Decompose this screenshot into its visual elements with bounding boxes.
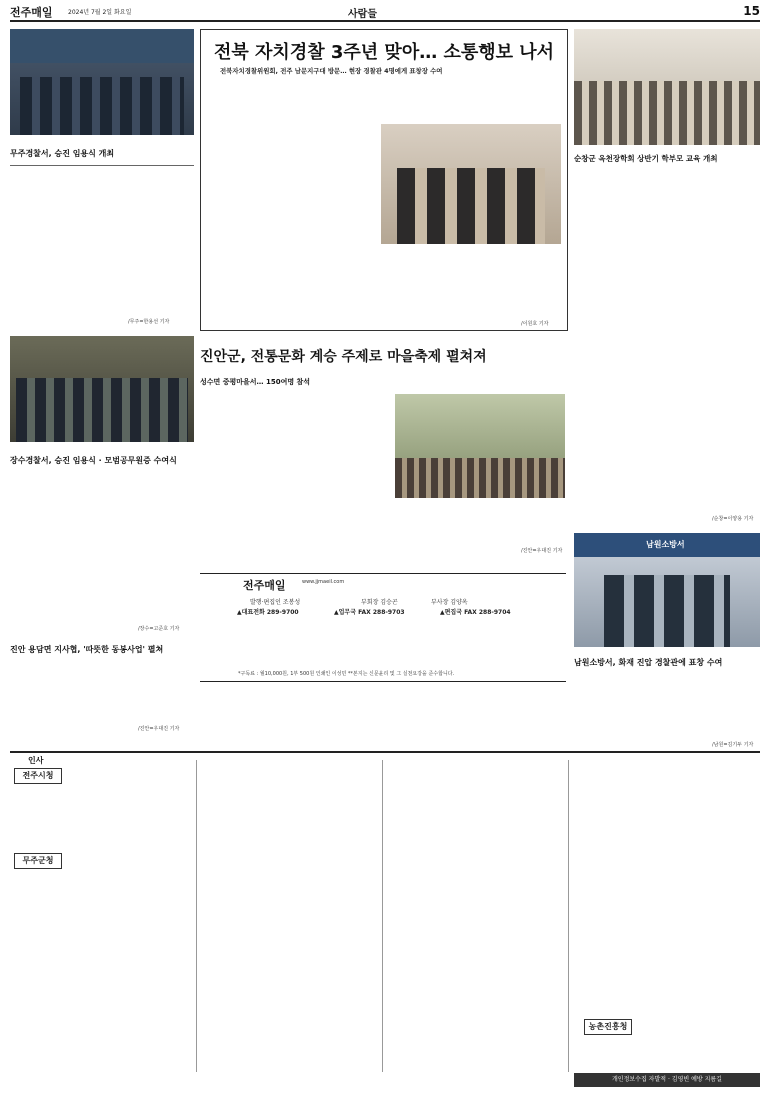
banner-paper-name: 전주매일 — [243, 579, 286, 592]
issue-date: 2024년 7월 2일 화요일 — [68, 9, 132, 16]
banner-top-rule — [200, 573, 566, 574]
main-story-title: 전북 자치경찰 3주년 맞아… 소통행보 나서 — [214, 42, 555, 63]
section-name: 사람들 — [348, 9, 377, 20]
org-tag-muju: 무주군청 — [14, 853, 62, 869]
photo-jangsu-ceremony — [10, 336, 194, 442]
banner-director: 부사장 김양옥 — [431, 599, 468, 606]
personnel-rule — [10, 751, 760, 753]
masthead — [10, 4, 760, 20]
story-left1-body — [10, 162, 194, 310]
paper-name: 전주매일 — [10, 6, 53, 19]
banner-editor: 부회장 김승곤 — [361, 599, 398, 606]
story-right1-byline: /순창=이양용 기자 — [712, 516, 754, 522]
story-right2-title: 남원소방서, 화재 진압 경찰관에 표창 수여 — [574, 658, 723, 667]
banner-publisher: 발행·편집인 조봉성 — [250, 599, 301, 606]
org-tag-jeonju: 전주시청 — [14, 768, 62, 784]
photo-sunchang-education — [574, 29, 760, 145]
story-right2-byline: /남원=김기두 기자 — [712, 742, 754, 748]
namwon-sign-text: 남원소방서 — [646, 540, 685, 549]
story-left3-byline: /진안=우대진 기자 — [138, 726, 180, 732]
main-story-subtitle: 전북자치경찰위원회, 전주 남문지구대 방문… 현장 경찰관 4명에게 표창장 수여 — [220, 67, 443, 75]
story-left3-title: 진안 용담면 지사협, '따뜻한 동봉사업' 펼쳐 — [10, 645, 164, 654]
photo-main-story — [381, 124, 561, 244]
personnel-heading: 인사 — [28, 756, 44, 765]
page-number: 15 — [743, 4, 760, 18]
photo-muju-ceremony — [10, 29, 194, 135]
story-center-byline: /진안=우대진 기자 — [521, 548, 563, 554]
photo-namwon-award — [574, 533, 760, 647]
banner-rep: ▲대표전화 289-9700 — [237, 609, 299, 616]
personnel-divider-1 — [196, 760, 197, 1072]
org-tag-rda: 농촌진흥청 — [584, 1019, 632, 1035]
story-left1-title: 무주경찰서, 승진 임용식 개최 — [10, 149, 115, 158]
story-center-subtitle: 성수면 중평마을서… 150여명 참석 — [200, 378, 311, 386]
banner-fax2: ▲편집국 FAX 288-9704 — [440, 609, 511, 616]
photo-village-festival — [395, 394, 565, 498]
main-story-byline: /이원호 기자 — [521, 321, 549, 327]
masthead-rule — [10, 20, 760, 22]
story-right1-title: 순창군 옥천장학회 상반기 학부모 교육 개최 — [574, 154, 718, 163]
banner-site: www.jjmaeil.com — [302, 579, 345, 585]
personnel-footer: 개인정보수집 자발적 · 김영빈 예방 지름길 — [574, 1073, 760, 1087]
personnel-divider-3 — [568, 760, 569, 1072]
personnel-divider-2 — [382, 760, 383, 1072]
story-left2-byline: /장수=고준호 기자 — [138, 626, 180, 632]
banner-notice: *구독료 : 월10,000원, 1부 500원 인쇄인 이성민 **본지는 신문윤리 및 그 실천요강을 준수합니다. — [238, 671, 455, 677]
banner-bottom-rule — [200, 681, 566, 682]
banner-fax1: ▲업무국 FAX 288-9703 — [334, 609, 405, 616]
story-left2-title: 장수경찰서, 승진 임용식 · 모범공무원증 수여식 — [10, 456, 177, 465]
story-left1-byline: /무주=한용선 기자 — [128, 319, 170, 325]
story-center-title: 진안군, 전통문화 계승 주제로 마을축제 펼쳐져 — [200, 349, 487, 365]
